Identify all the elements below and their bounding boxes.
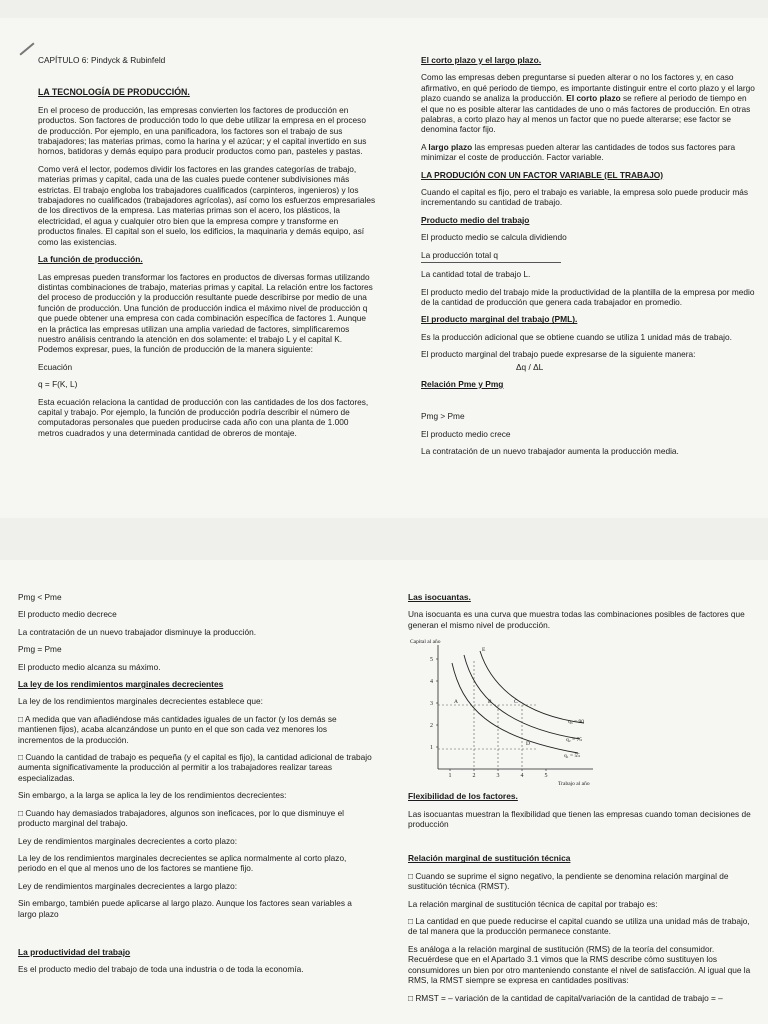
section-heading-producto-medio: Producto medio del trabajo: [421, 214, 530, 225]
section-heading-funcion: La función de producción.: [38, 254, 143, 265]
bullet-paragraph: □ Cuando se suprime el signo negativo, la pendiente se denomina relación marginal de sustitución técnica (RMST).: [408, 870, 729, 892]
y-tick-label: 1: [430, 745, 433, 752]
comparison-line: Pmg < Pme: [18, 592, 62, 602]
paragraph: En el proceso de producción, las empresas convierten los factores de producción en productos. Son factores de producción todo lo que debe utilizar la empresa en el proceso de producción. Por ejemplo, en una panificadora, los factores son el trabajo de sus trabajadores; las materias primas, como la harina y el azúcar; y el capital invertido en sus hornos, batidoras y demás equipo para producir productos como pan, pasteles y pastas.: [38, 104, 367, 157]
paragraph: Ley de rendimientos marginales decrecientes a largo plazo:: [18, 880, 238, 891]
bottom-left-column: [18, 592, 372, 982]
section-heading-productividad: La productividad del trabajo: [18, 946, 131, 957]
section-heading-relacion: Relación Pme y Pmg: [421, 378, 504, 389]
bullet-paragraph: □ RMST = – variación de la cantidad de capital/variación de la cantidad de trabajo = –: [408, 992, 723, 1003]
top-right-column: [421, 55, 755, 464]
y-tick-label: 5: [430, 657, 433, 664]
paragraph: Ley de rendimientos marginales decrecientes a corto plazo:: [18, 835, 238, 846]
paragraph: Es análoga a la relación marginal de sustitución (RMS) de la teoría del consumidor. Recuérdese que en el Apartado 3.1 vimos que la RMS describe cómo sustituyen los consumidores un bien por otro manteniendo constante el nivel de satisfacción. Al igual que la RMS, la RMST siempre se expresa en cantidades positivas:: [408, 943, 751, 986]
comparison-line: Pmg = Pme: [18, 644, 62, 655]
graph-ylabel: Capital al año: [410, 639, 441, 646]
formula-marginal: Δq / ΔL: [516, 361, 544, 372]
bullet-paragraph: □ A medida que van añadiéndose más cantidades iguales de un factor (y los demás se mantienen fijos), acaba alcanzándose un punto en el que son cada vez menores los incrementos de la producción.: [18, 713, 337, 745]
x-tick-label: 3: [496, 773, 500, 780]
fraction-line: [421, 262, 561, 263]
page-bottom: [0, 560, 768, 1024]
pencil-mark: [19, 42, 34, 55]
x-tick-label: 5: [544, 773, 548, 780]
curve-label: q₁ = 55: [564, 753, 581, 760]
x-tick-label: 2: [472, 773, 476, 780]
fraction-numerator: La producción total q: [421, 249, 499, 260]
paragraph: La relación marginal de sustitución técnica de capital por trabajo es:: [408, 898, 658, 909]
section-heading-isocuantas: Las isocuantas.: [408, 592, 471, 602]
section-heading-rendimientos: La ley de los rendimientos marginales decrecientes: [18, 679, 224, 690]
page-top: [0, 18, 768, 518]
paragraph: Las isocuantas muestran la flexibilidad que tienen las empresas cuando toman decisiones de producción: [408, 808, 751, 830]
paragraph: Como las empresas deben preguntarse si pueden alterar o no los factores y, en caso afirmativo, en qué periodo de tiempo, es importante distinguir entre el corto plazo y el largo plazo cuando se analiza la producción. El corto plazo se refiere al periodo de tiempo en el que no es posible alterar las cantidades de uno o más factores de producción. En otras palabras, a corto plazo hay al menos un factor que no puede alterarse; ese factor se denomina factor fijo.: [421, 72, 755, 135]
paragraph: Es el producto medio del trabajo de toda una industria o de toda la economía.: [18, 964, 304, 975]
point-label: C: [514, 699, 518, 706]
point-label: B: [488, 699, 492, 706]
y-tick-label: 3: [430, 701, 433, 708]
paragraph: El producto medio alcanza su máximo.: [18, 661, 161, 672]
paragraph: El producto medio se calcula dividiendo: [421, 232, 567, 243]
paragraph: A largo plazo las empresas pueden alterar las cantidades de todos sus factores para minimizar el coste de producción. Factor variable.: [421, 141, 736, 163]
paragraph: La contratación de un nuevo trabajador disminuye la producción.: [18, 626, 256, 637]
paragraph: Como verá el lector, podemos dividir los factores en las grandes categorías de trabajo, materias primas y capital, cada una de las cuales puede contener subdivisiones más estrictas. El trabajo engloba los trabajadores cualificados (carpinteros, ingenieros) y los trabajadores no cualificados (trabajadores agrícolas), así como los esfuerzos empresariales de los directivos de la empresa. Las materias primas son el acero, los plásticos, la electricidad, el agua y cualquier otro bien que la empresa compre y transforme en productos finales. El capital son el suelo, los edificios, la maquinaria y demás equipo, así como las existencias.: [38, 163, 376, 247]
isoquant-curve-q1: [452, 663, 578, 753]
paragraph: El producto medio decrece: [18, 609, 117, 620]
paragraph: La ley de los rendimientos marginales decrecientes establece que:: [18, 696, 263, 707]
comparison-line: Pmg > Pme: [421, 411, 465, 422]
x-tick-label: 1: [448, 773, 452, 780]
paragraph: Las empresas pueden transformar los factores en productos de diversas formas utilizando distintas combinaciones de trabajo, materias primas y capital. La relación entre los factores del proceso de producción y la producción resultante puede describirse por medio de una función de producción. Una función de producción indica el máximo nivel de producción q que puede obtener una empresa con cada combinación específica de factores 1. Aunque en la práctica las empresas utilizan una amplia variedad de factores, simplificaremos nuestro análisis centrando la atención en dos solamente: el trabajo L y el capital K. Podemos expresar, pues, la función de producción de la manera siguiente:: [38, 271, 373, 355]
paragraph: Cuando el capital es fijo, pero el trabajo es variable, la empresa solo puede producir más incrementando su cantidad de trabajo.: [421, 187, 748, 208]
fraction-denominator: La cantidad total de trabajo L.: [421, 269, 531, 280]
paragraph: Sin embargo, a la larga se aplica la ley de los rendimientos decrecientes:: [18, 790, 287, 801]
y-tick-label: 4: [430, 679, 433, 686]
paragraph: La ley de los rendimientos marginales decrecientes se aplica normalmente al corto plazo, periodo en el que al menos uno de los factores se mantiene fijo.: [18, 852, 347, 874]
section-heading-producto-marginal: El producto marginal del trabajo (PML).: [421, 314, 578, 325]
paragraph: La contratación de un nuevo trabajador aumenta la producción media.: [421, 446, 679, 457]
point-label: A: [454, 699, 458, 706]
paragraph: El producto marginal del trabajo puede expresarse de la siguiente manera:: [421, 349, 696, 360]
formula-produccion: q = F(K, L): [38, 379, 78, 390]
curve-label: q₃ = 90: [568, 719, 585, 726]
bullet-paragraph: □ Cuando hay demasiados trabajadores, algunos son ineficaces, por lo que disminuye el producto marginal del trabajo.: [18, 807, 345, 829]
paragraph: Es la producción adicional que se obtiene cuando se utiliza 1 unidad más de trabajo.: [421, 331, 732, 342]
section-heading-plazos: El corto plazo y el largo plazo.: [421, 55, 542, 65]
paragraph: Esta ecuación relaciona la cantidad de producción con las cantidades de los dos factores, capital y trabajo. Por ejemplo, la función de producción podría describir el número de computadoras personales que pueden producirse cada año con una planta de 1.000 metros cuadrados y una determinada cantidad de obreros de montaje.: [38, 396, 369, 438]
section-heading-factor-variable: LA PRODUCIÓN CON UN FACTOR VARIABLE (EL TRABAJO): [421, 169, 664, 180]
label-ecuacion: Ecuación: [38, 361, 73, 372]
x-tick-label: 4: [520, 773, 524, 780]
point-label: D: [526, 741, 530, 748]
curve-label: q₂ = 75: [566, 737, 583, 744]
isoquant-curve-q3: [480, 651, 585, 726]
y-tick-label: 2: [430, 723, 433, 730]
point-label: E: [482, 647, 486, 654]
bullet-paragraph: □ La cantidad en que puede reducirse el capital cuando se utiliza una unidad más de trabajo, de tal manera que la producción permanece constante.: [408, 916, 750, 937]
paragraph: Sin embargo, también puede aplicarse al largo plazo. Aunque los factores sean variables a largo plazo: [18, 898, 352, 919]
section-heading-flexibilidad: Flexibilidad de los factores.: [408, 791, 518, 802]
chapter-heading: CAPÍTULO 6: Pindyck & Rubinfeld: [38, 55, 166, 65]
paragraph: Una isocuanta es una curva que muestra todas las combinaciones posibles de factores que generan el mismo nivel de producción.: [408, 609, 745, 630]
graph-xlabel: Trabajo al año: [558, 781, 590, 788]
paragraph: El producto medio del trabajo mide la productividad de la plantilla de la empresa por medio de la cantidad de producción que genera cada trabajador en promedio.: [421, 286, 755, 307]
top-left-column: [38, 55, 376, 445]
section-heading-rmst: Relación marginal de sustitución técnica: [408, 853, 571, 864]
bottom-right-column: [408, 592, 756, 1010]
isoquant-graph: [408, 637, 608, 787]
section-heading-tecnologia: LA TECNOLOGÍA DE PRODUCCIÓN.: [38, 87, 190, 98]
paragraph: El producto medio crece: [421, 428, 511, 439]
bullet-paragraph: □ Cuando la cantidad de trabajo es pequeña (y el capital es fijo), la cantidad adicional de trabajo aumenta significativamente la producción al permitir a los trabajadores realizar tareas especializadas.: [18, 752, 372, 783]
